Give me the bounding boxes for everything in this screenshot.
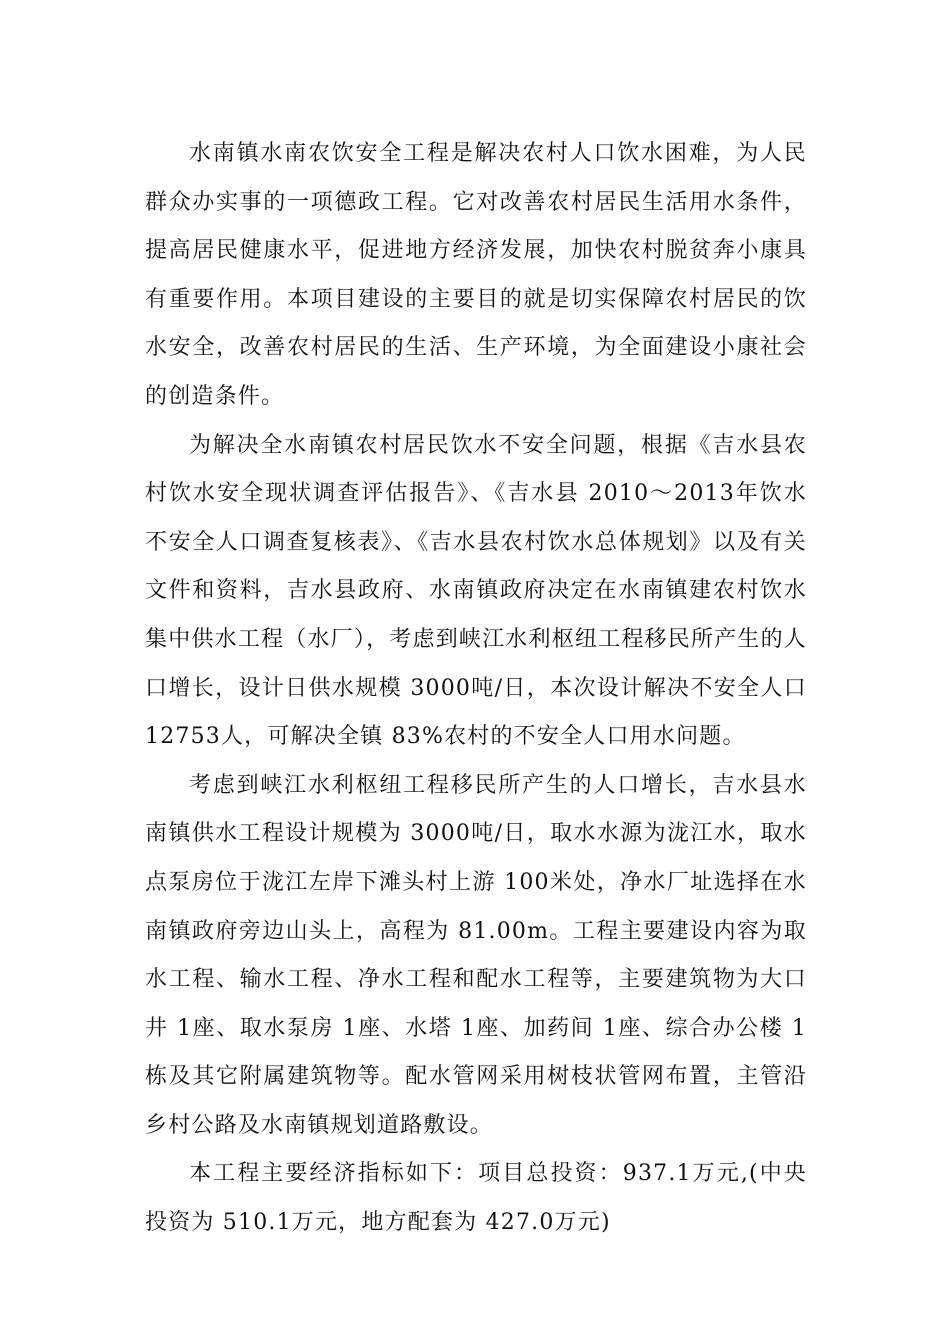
paragraph-background: 为解决全水南镇农村居民饮水不安全问题，根据《吉水县农村饮水安全现状调查评估报告》、《吉水县 2010～2013年饮水不安全人口调查复核表》、《吉水县农村饮水总体规划》以及有关文件和资料，吉水县政府、水南镇政府决定在水南镇建农村饮水集中供水工程（水厂），考虑到峡江水利枢纽工程移民所产生的人口增长，设计日供水规模 3000吨/日，本次设计解决不安全人口 12753人，可解决全镇 83%农村的不安全人口用水问题。: [145, 432, 807, 750]
paragraph-project-purpose: 水南镇水南农饮安全工程是解决农村人口饮水困难，为人民群众办实事的一项德政工程。它对改善农村居民生活用水条件，提高居民健康水平，促进地方经济发展，加快农村脱贫奔小康具有重要作用。本项目建设的主要目的就是切实保障农村居民的饮水安全，改善农村居民的生活、生产环境，为全面建设小康社会的创造条件。: [145, 141, 807, 409]
paragraph-investment: 本工程主要经济指标如下：项目总投资：937.1万元,(中央投资为 510.1万元，地方配套为 427.0万元): [145, 1161, 807, 1236]
paragraph-construction-content: 考虑到峡江水利枢纽工程移民所产生的人口增长，吉水县水南镇供水工程设计规模为 3000吨/日，取水水源为泷江水，取水点泵房位于泷江左岸下滩头村上游 100米处，净水厂址选择在水南镇政府旁边山头上，高程为 81.00m。工程主要建设内容为取水工程、输水工程、净水工程和配水工程等，主要建筑物为大口井 1座、取水泵房 1座、水塔 1座、加药间 1座、综合办公楼 1栋及其它附属建筑物等。配水管网采用树枝状管网布置，主管沿乡村公路及水南镇规划道路敷设。: [145, 772, 807, 1138]
document-body: [145, 130, 807, 1248]
